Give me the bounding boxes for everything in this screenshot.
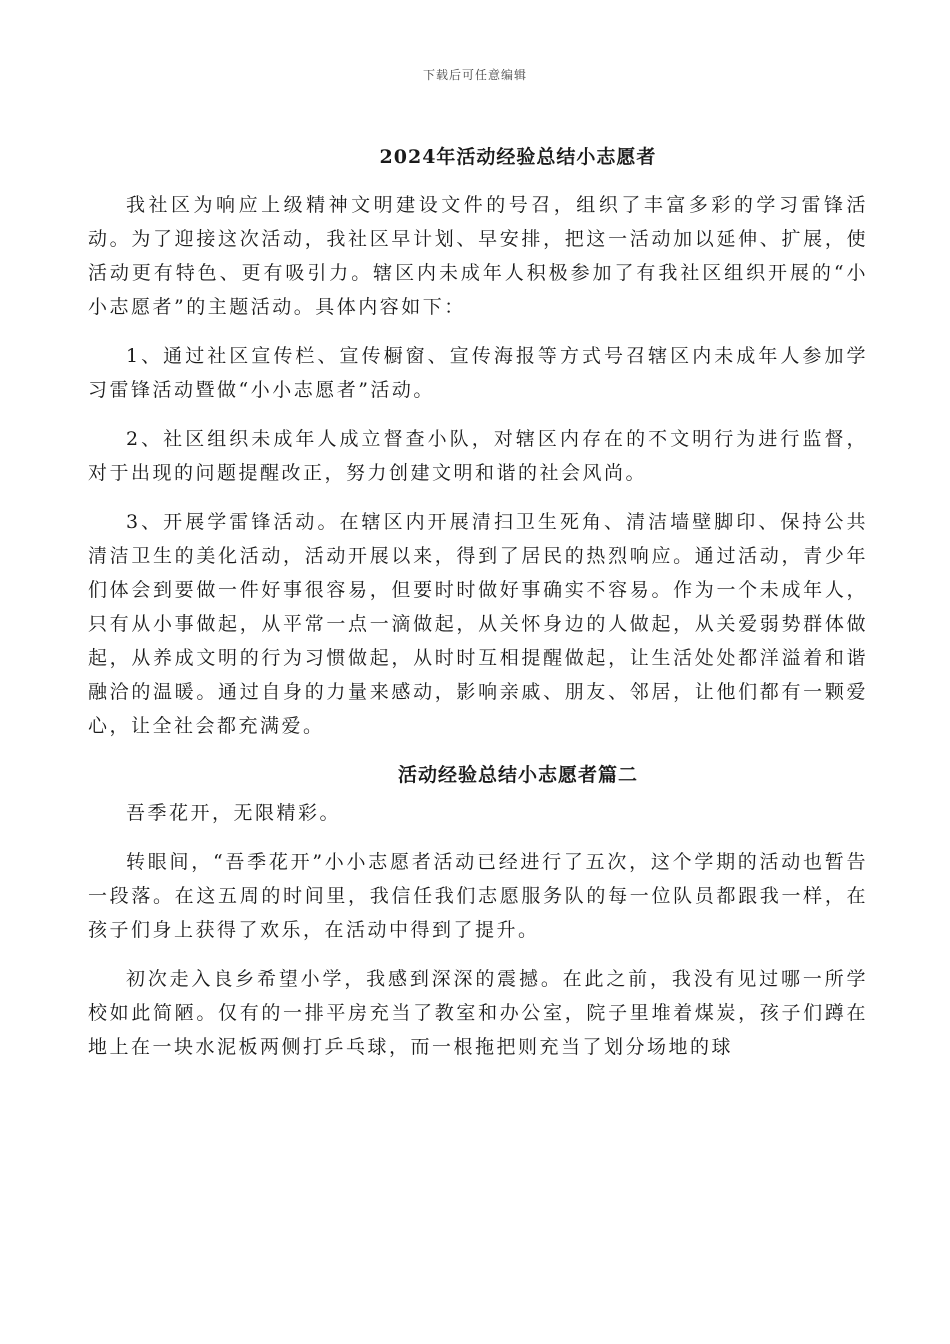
section-title: 活动经验总结小志愿者篇二	[397, 764, 638, 786]
document-body	[88, 140, 868, 1079]
paragraph: 我社区为响应上级精神文明建设文件的号召，组织了丰富多彩的学习雷锋活动。为了迎接这次活动，我社区早计划、早安排，把这一活动加以延伸、扩展，使活动更有特色、更有吸引力。辖区内未成年人积极参加了有我社区组织开展的“小小志愿者”的主题活动。具体内容如下：	[88, 194, 868, 318]
paragraph: 2、社区组织未成年人成立督查小队，对辖区内存在的不文明行为进行监督，对于出现的问题提醒改正，努力创建文明和谐的社会风尚。	[88, 428, 868, 484]
document-title: 2024年活动经验总结小志愿者	[379, 146, 657, 168]
paragraph: 转眼间，“吾季花开”小小志愿者活动已经进行了五次，这个学期的活动也暂告一段落。在这五周的时间里，我信任我们志愿服务队的每一位队员都跟我一样，在孩子们身上获得了欢乐，在活动中得到了提升。	[88, 851, 868, 941]
paragraph: 吾季花开，无限精彩。	[126, 802, 342, 824]
paragraph: 3、开展学雷锋活动。在辖区内开展清扫卫生死角、清洁墙壁脚印、保持公共清洁卫生的美化活动，活动开展以来，得到了居民的热烈响应。通过活动，青少年们体会到要做一件好事很容易，但要时时做好事确实不容易。作为一个未成年人，只有从小事做起，从平常一点一滴做起，从关怀身边的人做起，从关爱弱势群体做起，从养成文明的行为习惯做起，从时时互相提醒做起，让生活处处都洋溢着和谐融洽的温暖。通过自身的力量来感动，影响亲戚、朋友、邻居，让他们都有一颗爱心，让全社会都充满爱。	[88, 511, 868, 737]
header-note: 下载后可任意编辑	[422, 68, 527, 82]
paragraph: 初次走入良乡希望小学，我感到深深的震撼。在此之前，我没有见过哪一所学校如此简陋。仅有的一排平房充当了教室和办公室，院子里堆着煤炭，孩子们蹲在地上在一块水泥板两侧打乒乓球，而一根拖把则充当了划分场地的球	[88, 968, 868, 1058]
paragraph: 1、通过社区宣传栏、宣传橱窗、宣传海报等方式号召辖区内未成年人参加学习雷锋活动暨做“小小志愿者”活动。	[88, 345, 868, 401]
